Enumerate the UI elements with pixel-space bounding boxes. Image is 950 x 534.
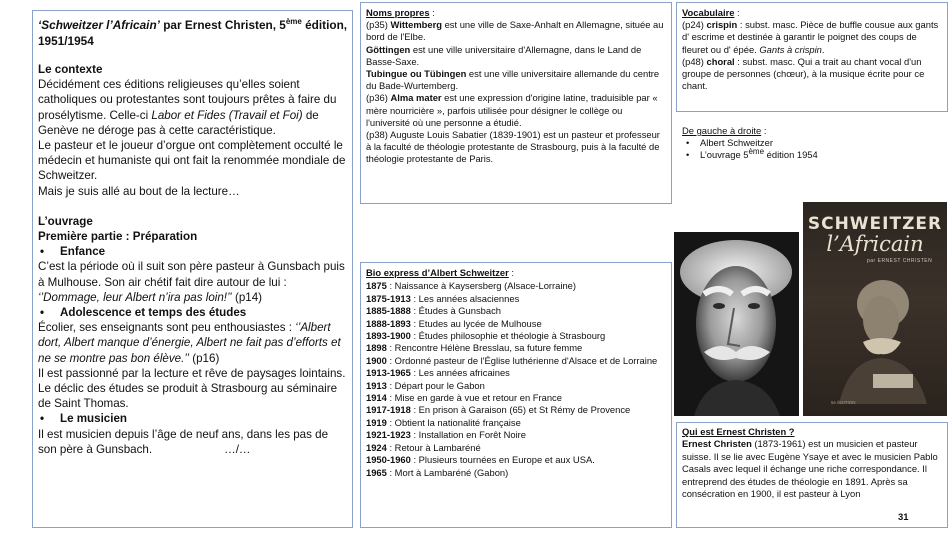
book-cover-illustration xyxy=(803,264,947,404)
bullet-adolescence: • Adolescence et temps des études xyxy=(40,306,247,320)
contexte-paragraph-3: Mais je suis allé au bout de la lecture… xyxy=(38,184,240,198)
musicien-text: Il est musicien depuis l’âge de neuf ans, dans les pas de son père à Gunsbach. …/… xyxy=(38,427,329,456)
qui-text: Ernest Christen (1873-1961) est un musicien et pasteur suisse. Il se lie avec Eugène Ysaye et avec le musicien Pablo Casals avec lequel il échange une riche correspondance. Il entreprend des études de théologie en 1891. Après sa consécration en 1900, il est pasteur à Lyon xyxy=(682,438,938,500)
ado-text-2: Il est passionné par la lecture et rêve de paysages lointains. Le déclic des études se produit à Strasbourg au séminaire de Saint Thomas. xyxy=(38,366,346,411)
continued-mark: …/… xyxy=(224,442,251,456)
bio-item: 1950-1960 : Plusieurs tournées en Europe et aux USA. xyxy=(366,454,595,466)
main-text-box xyxy=(32,10,353,528)
bio-item: 1898 : Rencontre Hélène Bresslau, sa future femme xyxy=(366,342,583,354)
bio-item: 1875 : Naissance à Kaysersberg (Alsace-Lorraine) xyxy=(366,280,577,292)
noms-entry: (p38) Auguste Louis Sabatier (1839-1901) est un pasteur et professeur à la faculté de théologie protestante de Strasbourg, puis à la faculté de théologie protestante de Paris. xyxy=(366,129,660,165)
partie-heading: Première partie : Préparation xyxy=(38,230,198,244)
bio-item: 1888-1893 : Etudes au lycée de Mulhouse xyxy=(366,317,542,329)
qui-heading: Qui est Ernest Christen ? xyxy=(682,426,795,437)
enfance-text: C’est la période où il suit son père pasteur à Gunsbach puis à Mulhouse. Son air chétif fait dire autour de lui : ‘’Dommage, leur Albert n’ira pas loin!’’ (p14) xyxy=(38,260,345,304)
bio-item: 1913-1965 : Les années africaines xyxy=(366,367,510,379)
caption-item: • L’ouvrage 5ème édition 1954 xyxy=(686,147,818,161)
caption-item: • Albert Schweitzer xyxy=(686,137,773,149)
vocabulaire-box xyxy=(676,2,948,112)
schweitzer-portrait-image xyxy=(674,232,799,416)
noms-propres-box xyxy=(360,2,672,204)
book-subtitle: l’Africain xyxy=(826,232,924,256)
bio-item: 1914 : Mise en garde à vue et retour en France xyxy=(366,392,562,404)
bullet-musicien: • Le musicien xyxy=(40,412,128,426)
bio-heading: Bio express d’Albert Schweitzer : xyxy=(366,267,514,278)
noms-entry: Göttingen est une ville universitaire d'Allemagne, dans le Land de Basse-Saxe. xyxy=(366,43,642,67)
book-edition: 5e ÉDITION xyxy=(831,400,856,405)
bio-express-box xyxy=(360,262,672,528)
caption-heading: De gauche à droite : xyxy=(682,125,767,136)
document-title: ‘Schweitzer l’Africain’ par Ernest Christen, 5ème édition, 1951/1954 xyxy=(38,17,348,48)
caption-box xyxy=(676,122,948,174)
book-author: par ERNEST CHRISTEN xyxy=(867,258,933,264)
noms-entry: (p35) Wittemberg est une ville de Saxe-Anhalt en Allemagne, située au bord de l'Elbe. xyxy=(366,19,664,43)
ado-text: Écolier, ses enseignants sont peu enthousiastes : ‘’Albert dort, Albert manque d’énergie, Albert ne fait pas d’efforts et ne se montre pas bon élève.’’ (p16) xyxy=(38,321,341,365)
bio-item: 1965 : Mort à Lambaréné (Gabon) xyxy=(366,466,509,478)
bullet-enfance: • Enfance xyxy=(40,245,106,259)
noms-entry: Tubingue ou Tübingen est une ville universitaire allemande du centre du Bade-Wurtemberg. xyxy=(366,68,660,92)
bio-item: 1924 : Retour à Lambaréné xyxy=(366,441,481,453)
bio-item: 1885-1888 : Études à Gunsbach xyxy=(366,305,502,317)
bio-item: 1921-1923 : Installation en Forêt Noire xyxy=(366,429,527,441)
vocab-heading: Vocabulaire : xyxy=(682,7,740,18)
bio-timeline xyxy=(366,280,666,479)
book-title: SCHWEITZER xyxy=(807,214,943,234)
vocab-entry: (p48) choral : subst. masc. Qui a trait au chant vocal d'un groupe de personnes (chœur), à la musique écrite pour ce chant. xyxy=(682,55,925,92)
bio-item: 1875-1913 : Les années alsaciennes xyxy=(366,292,520,304)
noms-entry: (p36) Alma mater est une expression d'origine latine, traduisible par « mère nourricière », parfois utilisée pour désigner le collège ou l'université où une personne a étudié. xyxy=(366,92,658,128)
ouvrage-heading: L’ouvrage xyxy=(38,214,93,228)
vocab-entry: (p24) crispin : subst. masc. Pièce de buffle cousue aux gants d' escrime et destinée à garantir le poignet des coups de fleuret ou d' épée. Gants à crispin. xyxy=(682,19,939,55)
bio-item: 1913 : Départ pour le Gabon xyxy=(366,379,485,391)
bio-item: 1900 : Ordonné pasteur de l'Église luthérienne d'Alsace et de Lorraine xyxy=(366,354,658,366)
contexte-paragraph-2: Le pasteur et le joueur d’orgue ont complètement occulté le médecin et humaniste qui ont fait la renommée mondiale de Schweitzer. xyxy=(38,139,346,183)
noms-heading: Noms propres : xyxy=(366,7,435,18)
book-cover-image xyxy=(803,202,947,416)
contexte-heading: Le contexte xyxy=(38,63,103,76)
page-number: 31 xyxy=(898,512,909,523)
bio-item: 1919 : Obtient la nationalité française xyxy=(366,416,521,428)
bio-item: 1917-1918 : En prison à Garaison (65) et St Rémy de Provence xyxy=(366,404,631,416)
bio-item: 1893-1900 : Études philosophie et théologie à Strasbourg xyxy=(366,330,606,342)
contexte-paragraph: Décidément ces éditions religieuses qu’elles soient catholiques ou protestantes sont toujours prêtes à faire du prosélytisme. Celle-ci Labor et Fides (Travail et Foi) de Genève ne déroge pas à cette caractéristique. xyxy=(38,78,337,137)
